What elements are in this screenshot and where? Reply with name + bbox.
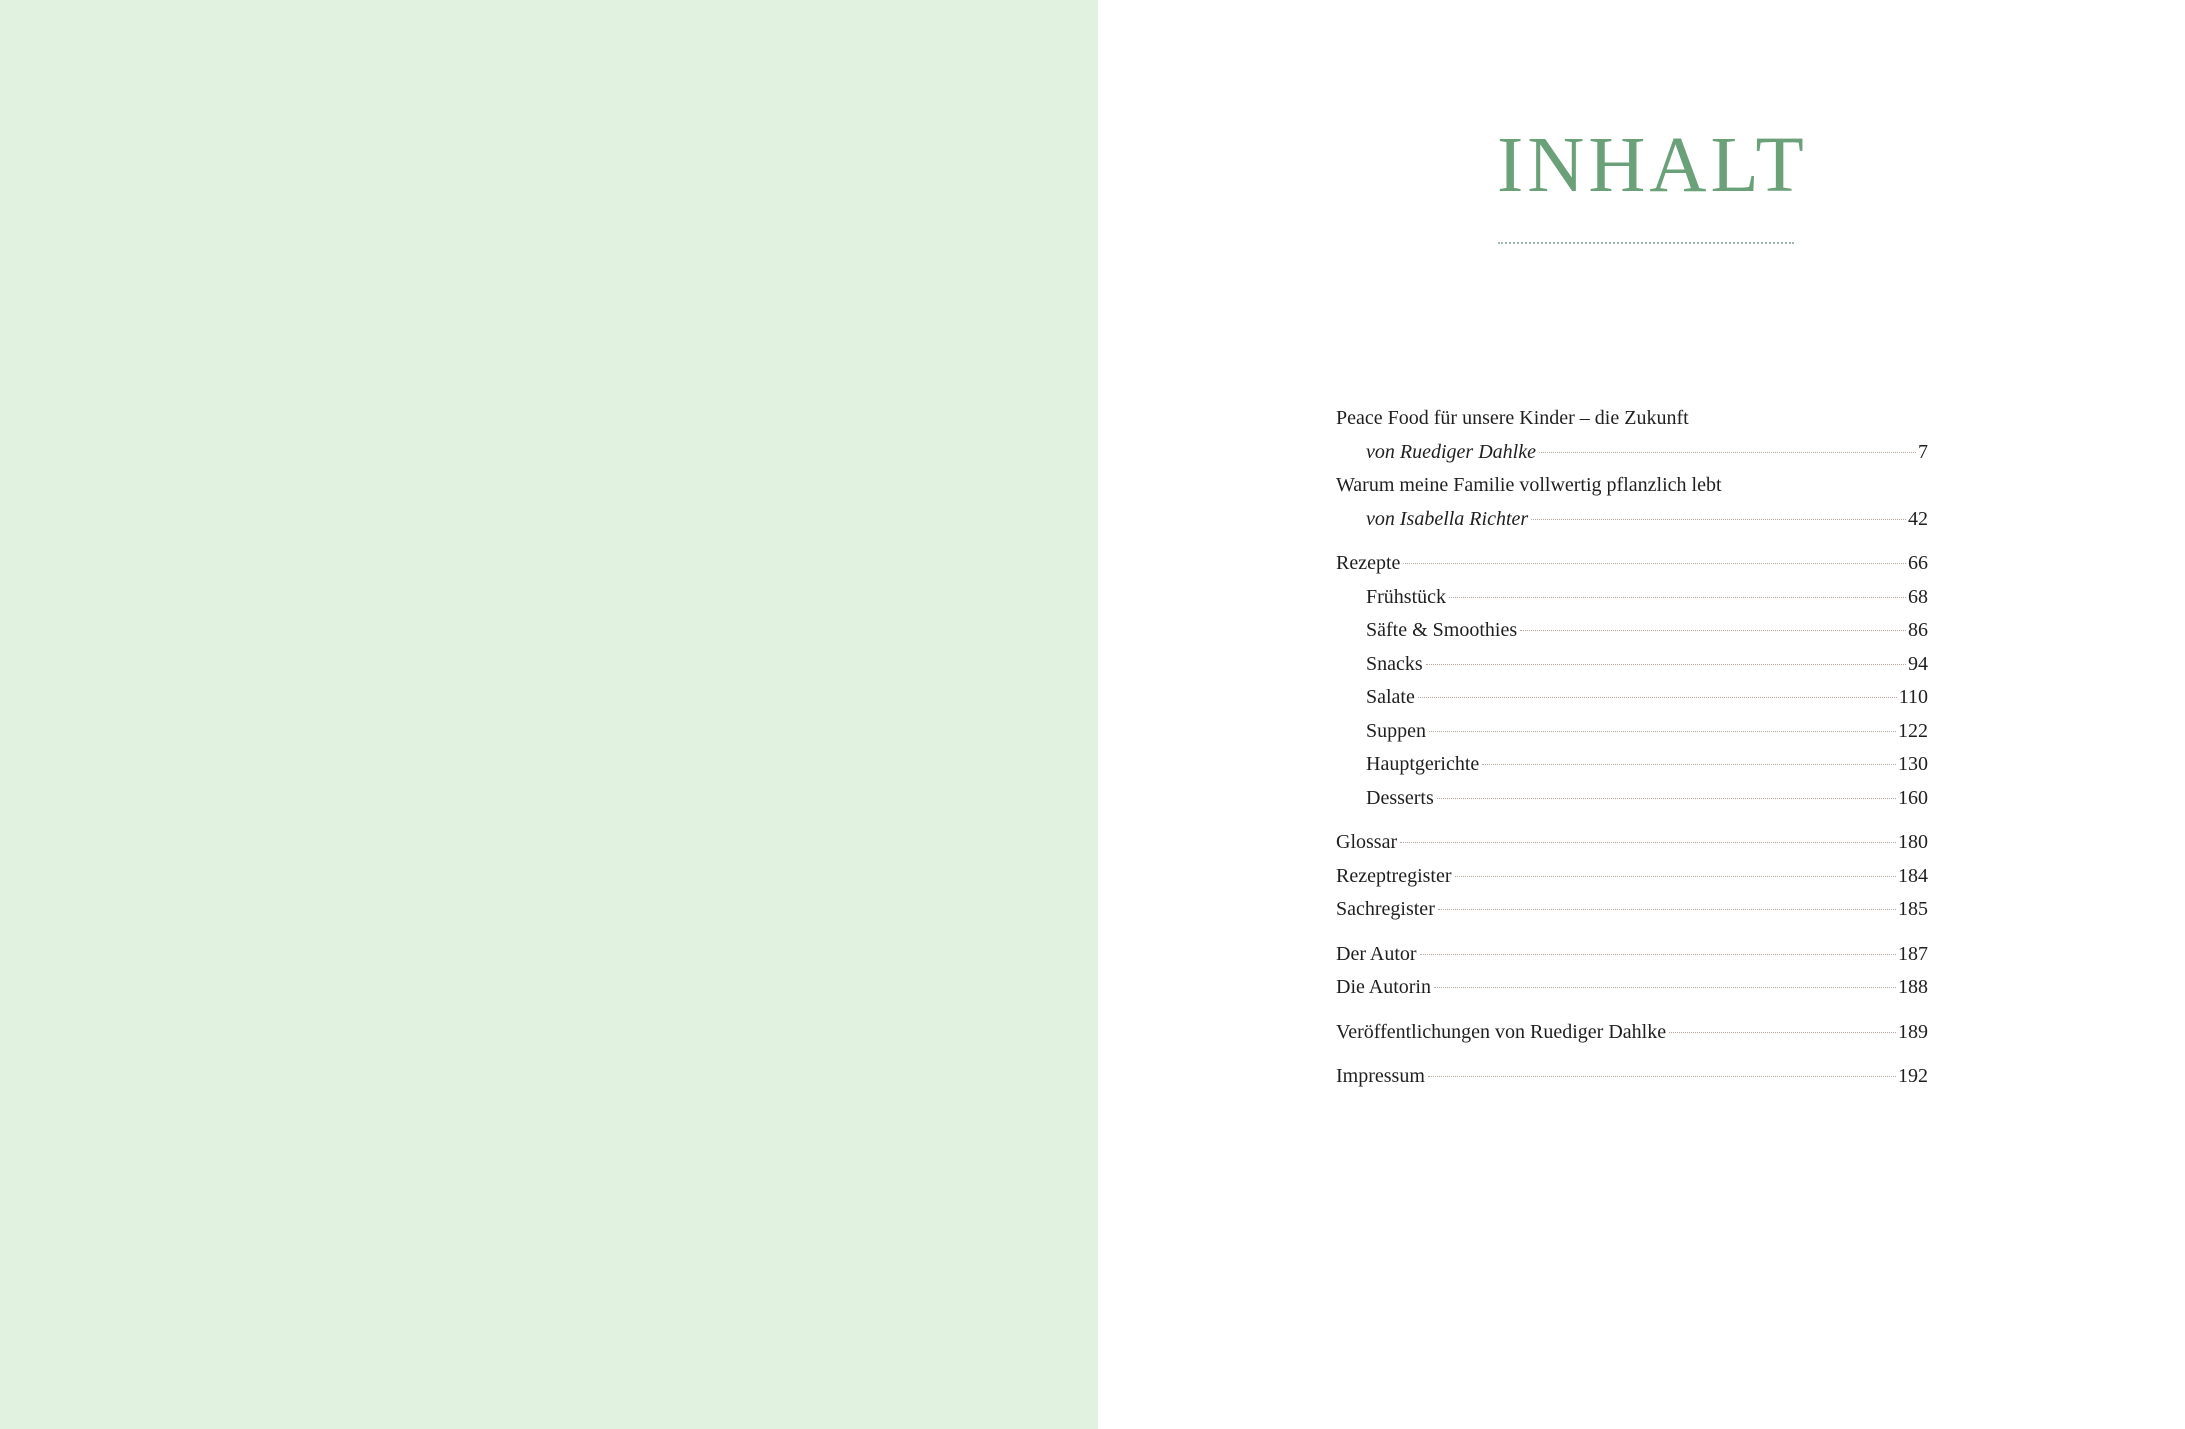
toc-entry-label: Rezepte: [1336, 552, 1401, 574]
toc-entry-label: Desserts: [1366, 786, 1434, 809]
toc-entry-label: Warum meine Familie vollwertig pflanzlich lebt: [1336, 474, 1722, 496]
title-divider: [1498, 242, 1794, 244]
toc-entry-label: Salate: [1366, 686, 1415, 708]
page-title: INHALT: [1497, 122, 1808, 209]
toc-entry-label: Hauptgerichte: [1366, 753, 1480, 775]
toc-entry-label: Rezeptregister: [1336, 864, 1452, 887]
toc-entry-author: von Ruediger Dahlke: [1366, 440, 1536, 463]
toc-entry-page: 94: [1908, 652, 1928, 675]
toc-entry-label: Frühstück: [1366, 585, 1446, 608]
dot-leader: [1520, 630, 1906, 631]
toc-entry-label: Die Autorin: [1336, 976, 1431, 998]
toc-entry-label: Sachregister: [1336, 898, 1435, 920]
toc-entry-author: von Isabella Richter: [1366, 507, 1529, 530]
toc-entry-veroeffentlichungen: [1336, 1016, 1928, 1050]
dot-leader: [1400, 842, 1896, 843]
toc-entry-label: Peace Food für unsere Kinder – die Zukunft: [1336, 407, 1689, 429]
dot-leader: [1539, 452, 1916, 453]
toc-entry-label: Der Autor: [1336, 942, 1417, 965]
dot-leader: [1482, 764, 1896, 765]
toc-entry-label: Snacks: [1366, 652, 1423, 675]
toc-entry-rezepte: [1336, 547, 1928, 581]
toc-entry-fruehstueck: [1336, 581, 1928, 615]
dot-leader: [1449, 597, 1906, 598]
dot-leader: [1531, 519, 1906, 520]
toc-entry-snacks: [1336, 648, 1928, 682]
toc-entry-page: 180: [1898, 831, 1928, 853]
dot-leader: [1455, 876, 1897, 877]
toc-entry-page: 189: [1898, 1020, 1928, 1043]
toc-entry-page: 122: [1898, 719, 1928, 742]
toc-entry-page: 187: [1898, 942, 1928, 965]
dot-leader: [1437, 798, 1896, 799]
dot-leader: [1420, 954, 1896, 955]
toc-entry-peace-food-author: [1336, 436, 1928, 470]
toc-entry-page: 68: [1908, 585, 1928, 608]
dot-leader: [1403, 563, 1906, 564]
toc-entry-page: 185: [1898, 898, 1928, 920]
toc-entry-familie-author: [1336, 503, 1928, 537]
toc-entry-label: Glossar: [1336, 831, 1398, 853]
toc-entry-page: 188: [1898, 976, 1928, 998]
dot-leader: [1669, 1032, 1896, 1033]
toc-entry-page: 86: [1908, 619, 1928, 641]
toc-entry-suppen: [1336, 715, 1928, 749]
toc-entry-label: Veröffentlichungen von Ruediger Dahlke: [1336, 1020, 1667, 1043]
dot-leader: [1418, 697, 1897, 698]
dot-leader: [1428, 1076, 1896, 1077]
toc-entry-label: Impressum: [1336, 1065, 1425, 1087]
toc-entry-page: 160: [1898, 786, 1928, 809]
toc-entry-glossar: [1336, 826, 1928, 860]
dot-leader: [1438, 909, 1896, 910]
toc-entry-label: Suppen: [1366, 719, 1426, 742]
toc-entry-page: 192: [1898, 1065, 1928, 1087]
toc-entry-page: 7: [1918, 440, 1928, 463]
toc-entry-die-autorin: [1336, 971, 1928, 1005]
toc-entry-sachregister: [1336, 893, 1928, 927]
dot-leader: [1429, 731, 1896, 732]
toc-entry-page: 110: [1898, 686, 1928, 708]
toc-entry-familie: [1336, 469, 1928, 503]
dot-leader: [1426, 664, 1906, 665]
toc-entry-label: Säfte & Smoothies: [1366, 619, 1518, 641]
toc-entry-saefte-smoothies: [1336, 614, 1928, 648]
toc-entry-rezeptregister: [1336, 860, 1928, 894]
toc-entry-peace-food: [1336, 402, 1928, 436]
toc-entry-page: 42: [1908, 507, 1928, 530]
table-of-contents: [1336, 402, 1928, 1094]
toc-entry-page: 130: [1898, 753, 1928, 775]
toc-entry-page: 66: [1908, 552, 1928, 574]
toc-entry-desserts: [1336, 782, 1928, 816]
toc-entry-salate: [1336, 681, 1928, 715]
toc-entry-hauptgerichte: [1336, 748, 1928, 782]
toc-entry-der-autor: [1336, 938, 1928, 972]
toc-entry-impressum: [1336, 1060, 1928, 1094]
toc-entry-page: 184: [1898, 864, 1928, 887]
dot-leader: [1434, 987, 1896, 988]
